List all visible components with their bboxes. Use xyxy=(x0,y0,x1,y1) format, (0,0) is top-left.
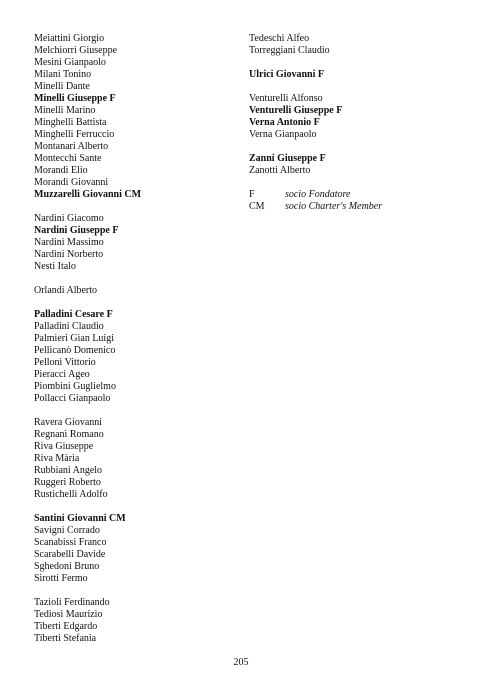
member-name: Ravera Giovanni xyxy=(34,417,103,428)
group-spacer xyxy=(34,297,141,309)
member-name: Pieracci Ageo xyxy=(34,369,90,380)
group-spacer xyxy=(34,585,141,597)
member-name: Palmieri Gian Luigi xyxy=(34,333,114,344)
member-name: Melchiorri Giuseppe xyxy=(34,45,118,56)
member-name: Nardini Norberto xyxy=(34,249,104,260)
member-name-highlighted: Muzzarelli Giovanni CM xyxy=(34,189,142,200)
member-list-right-column xyxy=(249,33,382,213)
member-name-highlighted: Ulrici Giovanni F xyxy=(249,69,324,80)
group-spacer xyxy=(249,57,382,69)
legend xyxy=(249,189,382,213)
member-name: Savigni Corrado xyxy=(34,525,100,536)
member-name-highlighted: Palladini Cesare F xyxy=(34,309,113,320)
member-name: Sghedoni Bruno xyxy=(34,561,100,572)
legend-row xyxy=(249,201,382,213)
member-name-highlighted: Minelli Giuseppe F xyxy=(34,93,116,104)
member-name: Rustichelli Adolfo xyxy=(34,489,108,500)
legend-row xyxy=(249,189,382,201)
member-name-highlighted: Santini Giovanni CM xyxy=(34,513,126,524)
member-name: Minelli Dante xyxy=(34,81,90,92)
member-name: Sirotti Fermo xyxy=(34,573,88,584)
member-name: Piombini Guglielmo xyxy=(34,381,116,392)
legend-key: CM xyxy=(249,201,265,212)
member-name: Nesti Italo xyxy=(34,261,76,272)
member-name: Milani Tonino xyxy=(34,69,92,80)
group-spacer xyxy=(34,273,141,285)
member-name: Tazioli Ferdinando xyxy=(34,597,110,608)
member-name-highlighted: Zanni Giuseppe F xyxy=(249,153,326,164)
group-spacer xyxy=(249,141,382,153)
group-spacer xyxy=(34,501,141,513)
member-list-right-entries xyxy=(249,33,382,189)
member-name: Mesini Gianpaolo xyxy=(34,57,106,68)
member-name: Orlandi Alberto xyxy=(34,285,98,296)
member-name: Verna Gianpaolo xyxy=(249,129,317,140)
member-name: Morandi Giovanni xyxy=(34,177,109,188)
member-list-left-column xyxy=(34,33,141,645)
group-spacer xyxy=(34,405,141,417)
member-name: Scarabelli Davide xyxy=(34,549,106,560)
member-name: Venturelli Alfonso xyxy=(249,93,323,104)
member-name-highlighted: Nardini Giuseppe F xyxy=(34,225,119,236)
member-name: Torreggiani Claudio xyxy=(249,45,330,56)
member-name: Tediosi Maurizio xyxy=(34,609,103,620)
member-name: Minghelli Ferruccio xyxy=(34,129,115,140)
member-name: Tiberti Stefania xyxy=(34,633,97,644)
member-name: Morandi Elio xyxy=(34,165,88,176)
member-name: Minghelli Battista xyxy=(34,117,107,128)
group-spacer xyxy=(249,177,382,189)
member-name: Ruggeri Roberto xyxy=(34,477,101,488)
member-name: Montanari Alberto xyxy=(34,141,109,152)
member-name-highlighted: Verna Antonio F xyxy=(249,117,320,128)
member-name: Scanabissi Franco xyxy=(34,537,107,548)
group-spacer xyxy=(34,201,141,213)
member-name: Riva Giuseppe xyxy=(34,441,94,452)
member-name: Pelloni Vittorio xyxy=(34,357,96,368)
member-name: Tedeschi Alfeo xyxy=(249,33,310,44)
member-name: Regnani Romano xyxy=(34,429,104,440)
member-name-highlighted: Venturelli Giuseppe F xyxy=(249,105,343,116)
member-name: Rubbiani Angelo xyxy=(34,465,103,476)
group-spacer xyxy=(249,81,382,93)
member-name: Meiattini Giorgio xyxy=(34,33,105,44)
member-name: Tiberti Edgardo xyxy=(34,621,98,632)
member-name: Nardini Massimo xyxy=(34,237,104,248)
legend-description: socio Charter's Member xyxy=(285,201,383,212)
page-number: 205 xyxy=(233,657,249,668)
legend-description: socio Fondatore xyxy=(285,189,351,200)
legend-key: F xyxy=(249,189,255,200)
member-name: Palladini Claudio xyxy=(34,321,104,332)
member-name: Montecchi Sante xyxy=(34,153,102,164)
member-name: Minelli Marino xyxy=(34,105,96,116)
member-name: Zanotti Alberto xyxy=(249,165,311,176)
member-name: Pellicanò Domenico xyxy=(34,345,116,356)
member-name: Pollacci Gianpaolo xyxy=(34,393,111,404)
member-name: Nardini Giacomo xyxy=(34,213,104,224)
member-name: Riva Mària xyxy=(34,453,80,464)
